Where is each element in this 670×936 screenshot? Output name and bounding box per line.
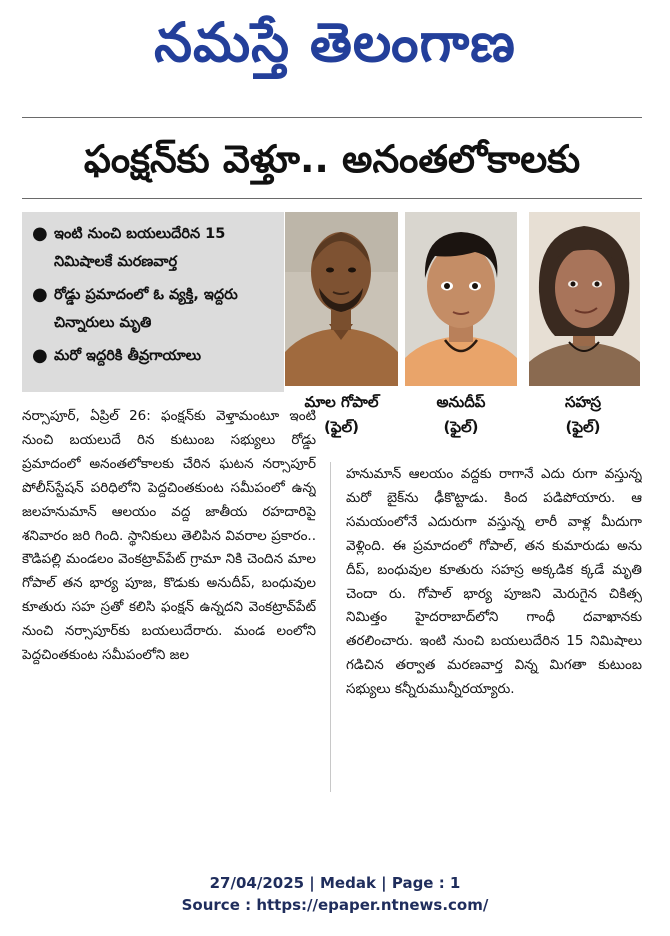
caption-note: (ఫైల్) [443,418,479,436]
bullet-icon: ● [32,223,48,244]
photo-anudeep [405,212,517,386]
article-column-1: నర్సాపూర్, ఏప్రిల్ 26: ఫంక్షన్‌కు వెళ్తామంటూ ఇంటి నుంచి బయలుదే రిన కుటుంబ సభ్యులు రోడ్డు ప్రమాదంలో అనంతలోకాలకు చేరిన ఘటన నర్సాపూర్ పోలీస్‌స్టేషన్ పరిధిలోని పెద్దచింతకుంట సమీపంలో ఉన్న జలహనుమాన్ ఆలయం వద్ద జాతీయ రహదారిపై శనివారం జరి గింది. స్థానికులు తెలిపిన వివరాల ప్రకారం.. కౌడిపల్లి మండలం వెంకట్రావ్‌పేట్ గ్రామా నికి చెందిన మాల గోపాల్ తన భార్య పూజ, కొడుకు అనుదీప్, బంధువుల కూతురు సహ స్రతో కలిసి ఫంక్షన్ ఉన్నదని వెంకట్రావ్‌పేట్ నుంచి నర్సాపూర్‌కు బయలుదేరారు. మండ లంలోని పెద్దచింతకుంట సమీపంలోని జల [22,408,316,664]
portrait-boy-image [405,212,517,386]
article-column-2: హనుమాన్ ఆలయం వద్దకు రాగానే ఎదు రుగా వస్తున్న మరో బైక్‌ను ఢీకొట్టాడు. కింద పడిపోయారు. ఆ సమయంలోనే ఎదురుగా వస్తున్న లారీ వాళ్ల మీదుగా వెళ్లింది. ఈ ప్రమాదంలో గోపాల్, తన కుమారుడు అను దీప్, బంధువుల కూతురు సహస్ర అక్కడిక క్కడే మృతి చెందా రు. గోపాల్ భార్య పూజని మెరుగైన చికిత్స నిమిత్తం హైదరాబాద్‌లోని గాంధీ దవాఖానకు తరలించారు. ఇంటి నుంచి బయలుదేరిన 15 నిమిషాలు గడిచిన తర్వాత మరణవార్త విన్న మిగతా కుటుంబ సభ్యులు కన్నీరుమున్నీరయ్యారు. [346,466,642,698]
portrait-man-image [285,212,398,386]
portrait-girl-image [529,212,640,386]
photo-caption-sahasra [524,390,642,440]
caption-name: అనుదీప్ [436,393,486,411]
photo-gopal [285,212,398,386]
headline: ఫంక్షన్‌కు వెళ్తూ.. అనంతలోకాలకు [83,137,581,181]
highlight-item [32,220,278,276]
headline-bottom-rule [22,198,642,199]
caption-name: మాల గోపాల్ [304,393,379,411]
footer-dateline: 27/04/2025 | Medak | Page : 1 [209,874,461,892]
highlight-text: ఇంటి నుంచి బయలుదేరిన 15 నిమిషాలకే మరణవార్త [54,226,226,270]
caption-note: (ఫైల్) [565,418,601,436]
bullet-icon: ● [32,345,48,366]
highlight-item [32,281,278,337]
footer-source: Source : https://epaper.ntnews.com/ [181,896,489,914]
highlight-text: మరో ఇద్దరికి తీవ్రగాయాలు [54,348,202,364]
caption-note: (ఫైల్) [323,418,359,436]
highlight-item [32,342,278,370]
photo-sahasra [529,212,640,386]
column-divider [330,462,331,792]
caption-name: సహస్ర [564,393,602,411]
masthead-title: నమస్తే తెలంగాణ [154,11,516,74]
highlight-text: రోడ్డు ప్రమాదంలో ఓ వ్యక్తి, ఇద్దరు చిన్నారులు మృతి [54,287,238,331]
photo-caption-anudeep [398,390,524,440]
headline-top-rule [22,117,642,118]
bullet-icon: ● [32,284,48,305]
highlights-box [22,212,284,392]
